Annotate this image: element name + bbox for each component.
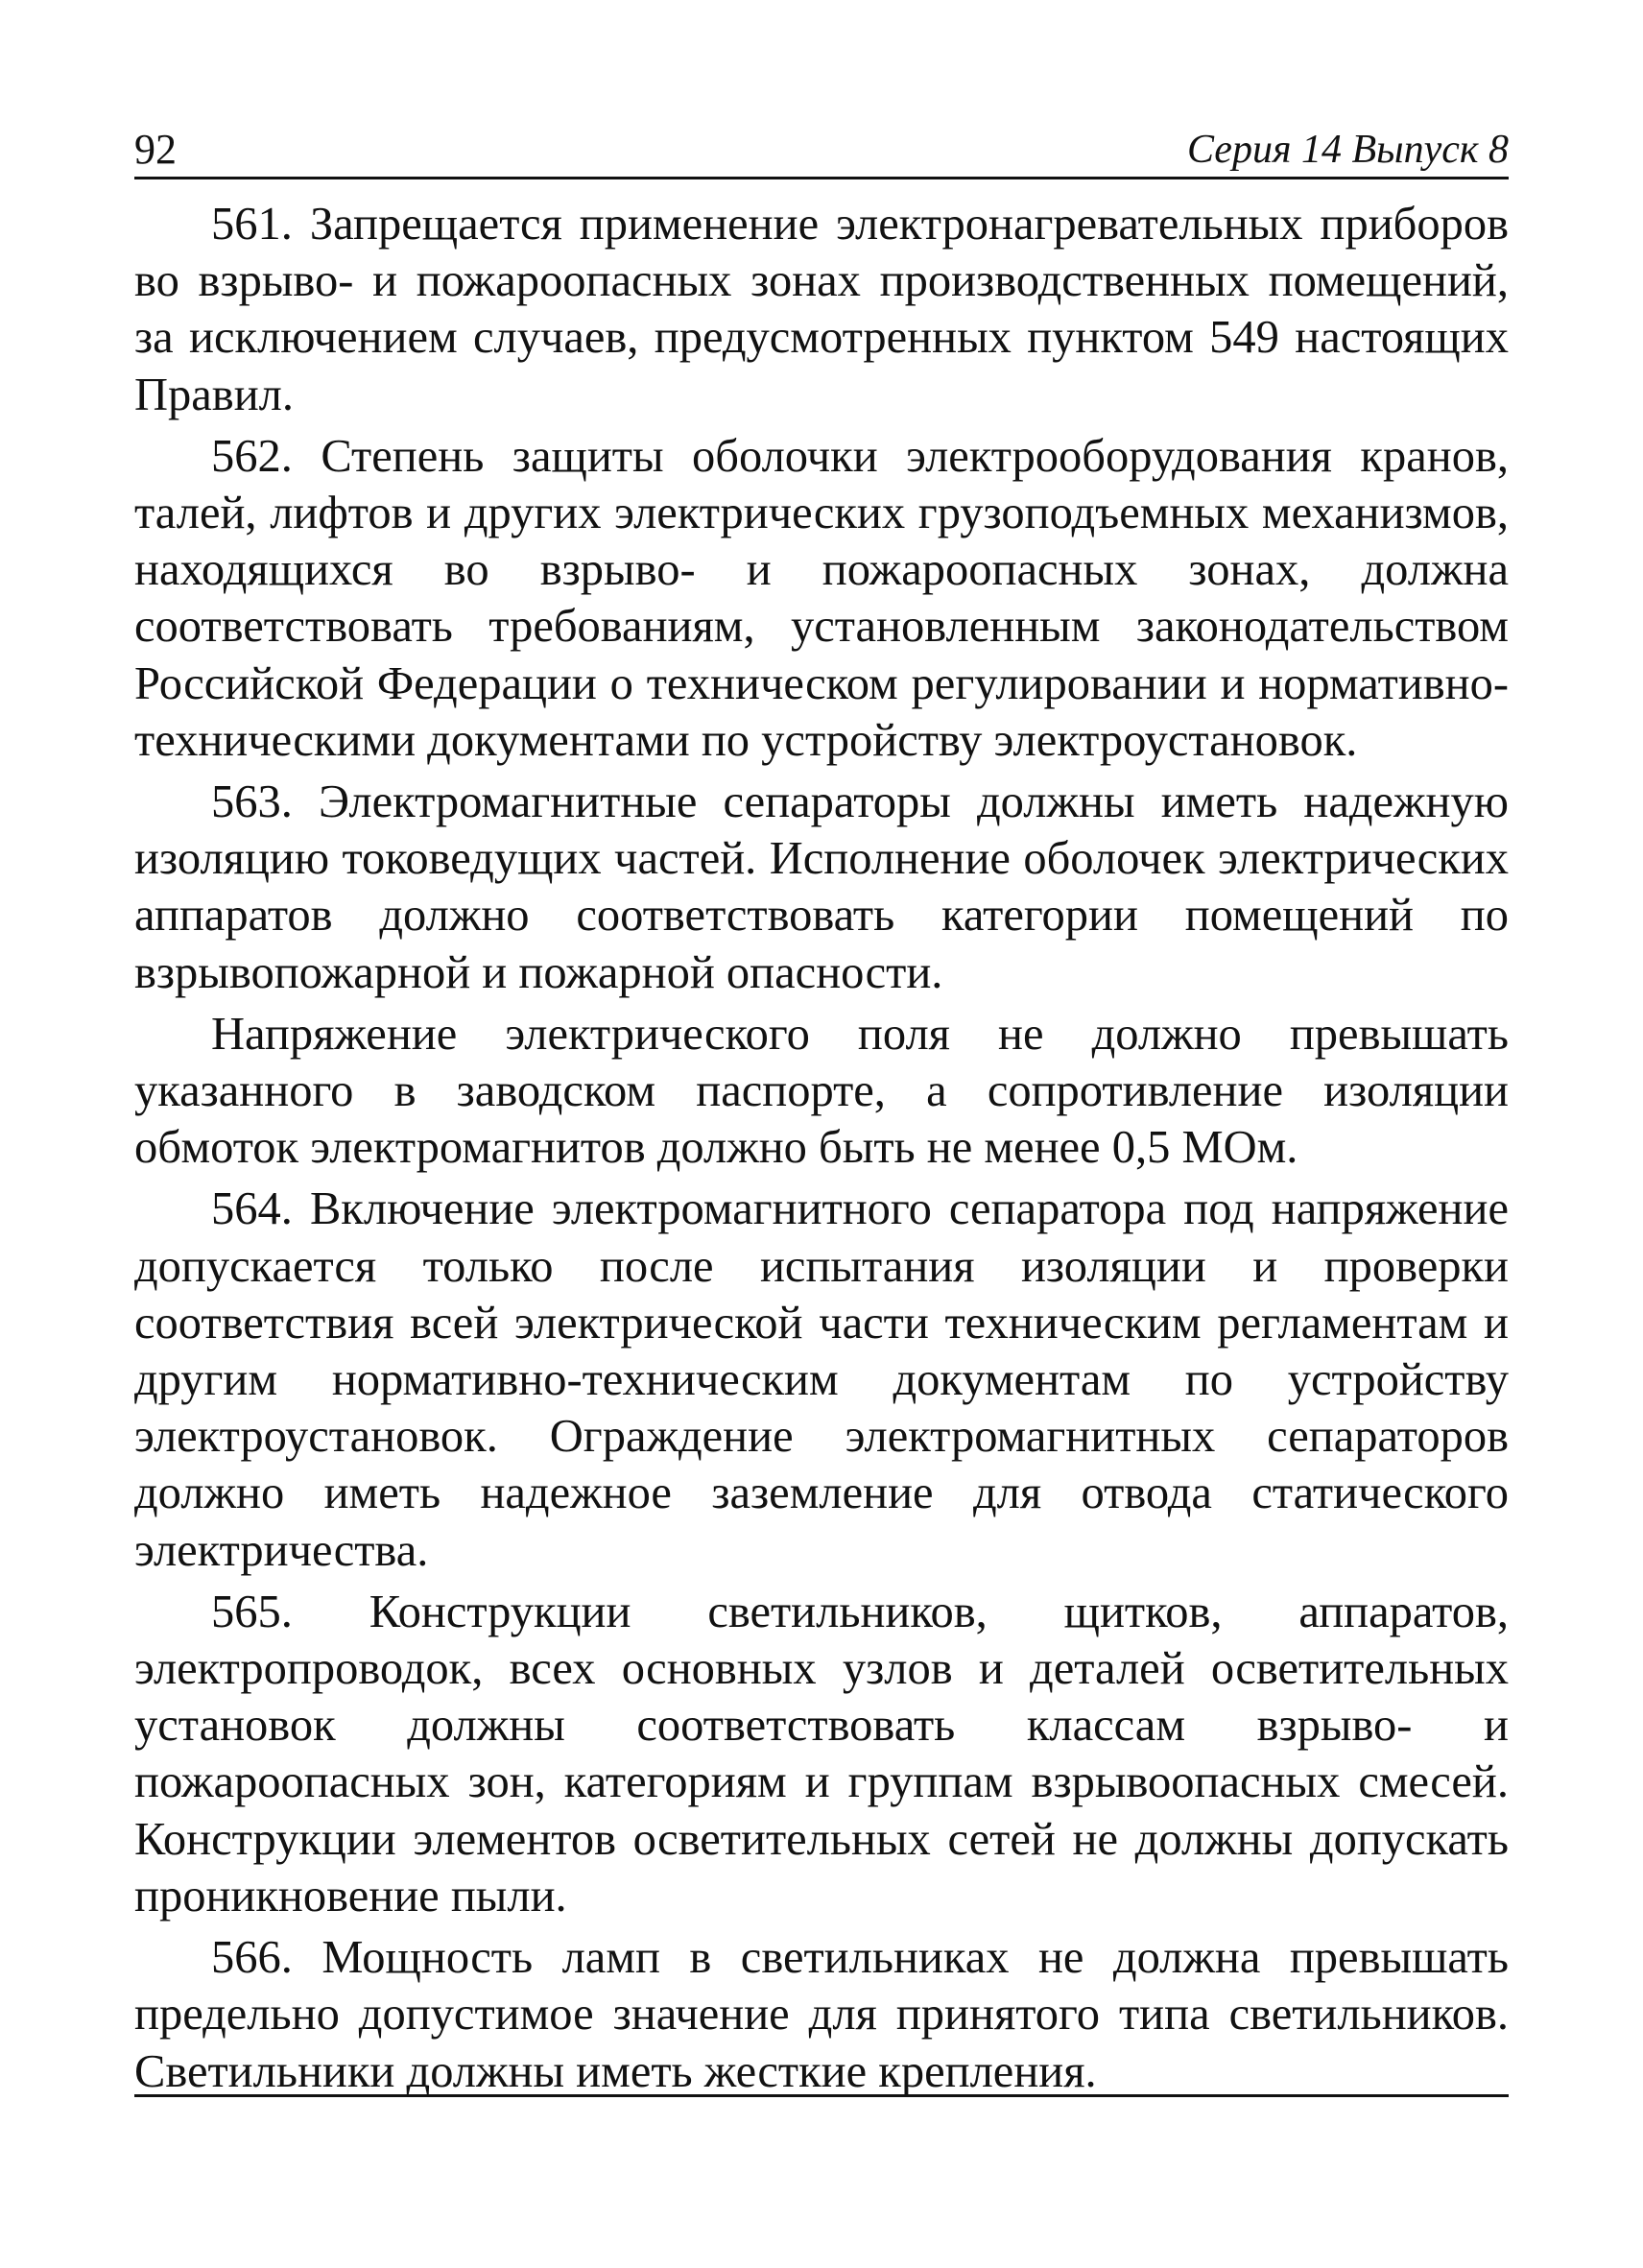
paragraph-565: 565. Конструкции светильников, щитков, аппаратов, электропроводок, всех основных узлов и деталей осветительных установок должны соответствовать классам взрыво- и пожароопасных зон, категориям и группам взрывоопасных смесей. Конструкции элементов осветительных сетей не должны допускать проникновение пыли. [134, 1586, 1509, 1922]
body-text [134, 196, 1509, 2105]
paragraph-564: 564. Включение электромагнитного сепаратора под напряжение допускается только после испытания изоляции и проверки соответствия всей электрической части техническим регламентам и другим нормативно-техническим документам по устройству электроустановок. Ограждение электромагнитных сепараторов должно иметь надежное заземление для отвода статического электричества. [134, 1183, 1509, 1576]
running-title: Серия 14 Выпуск 8 [1187, 128, 1509, 172]
page-header [134, 123, 1509, 177]
paragraph-561: 561. Запрещается применение электронагревательных приборов во взрыво- и пожароопасных зонах производственных помещений, за исключением случаев, предусмотренных пунктом 549 настоящих Правил. [134, 199, 1509, 420]
paragraph-563-voltage: Напряжение электрического поля не должно превышать указанного в заводском паспорте, а сопротивление изоляции обмоток электромагнитов должно быть не менее 0,5 МОм. [134, 1008, 1509, 1174]
paragraph-563: 563. Электромагнитные сепараторы должны иметь надежную изоляцию токоведущих частей. Исполнение оболочек электрических аппаратов должно соответствовать категории помещений по взрывопожарной и пожарной опасности. [134, 776, 1509, 998]
footer-rule [134, 2094, 1509, 2097]
page-number: 92 [134, 126, 177, 173]
paragraph-566: 566. Мощность ламп в светильниках не должна превышать предельно допустимое значение для принятого типа светильников. Светильники должны иметь жесткие крепления. [134, 1932, 1509, 2097]
paragraph-562: 562. Степень защиты оболочки электрооборудования кранов, талей, лифтов и других электрических грузоподъемных механизмов, находящихся во взрыво- и пожароопасных зонах, должна соответствовать требованиям, установленным законодательством Российской Федерации о техническом регулировании и нормативно-техническими документами по устройству электроустановок. [134, 430, 1509, 766]
header-rule [134, 177, 1509, 179]
